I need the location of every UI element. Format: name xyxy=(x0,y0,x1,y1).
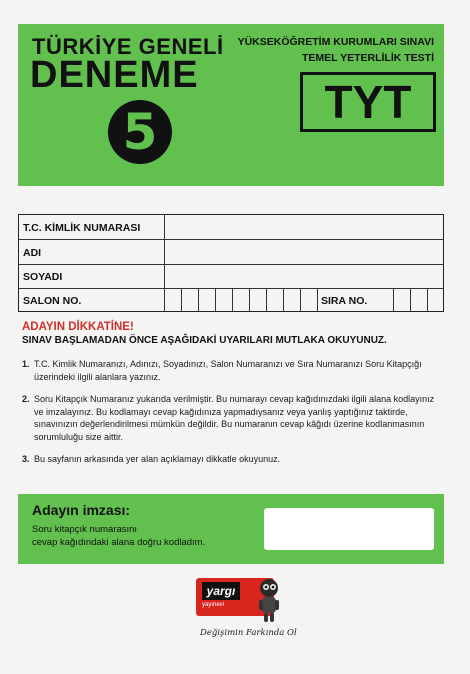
instruction-text: Soru Kitapçık Numaranız yukarıda verilmiştir. Bu numarayı cevap kağıdınızdaki ilgili alana kodlayınız ve imzalayınız. Bu kodlamayı cevap kağıdınıza yapmadıysanız veya yanlış yaptığınız taktirde, sınavınızın değerlendirilmesi mümkün değildir. Bu numaranın cevap kâğıdı üzerine kodlanmasının sorumluluğu size aittir. xyxy=(34,394,435,442)
signature-text-line2: cevap kağıdındaki alana doğru kodladım. xyxy=(32,537,206,548)
salon-cell[interactable] xyxy=(181,289,182,311)
salon-cell[interactable] xyxy=(317,289,318,311)
logo-brand: yargı xyxy=(202,582,240,600)
signature-text-line1: Soru kitapçık numarasını xyxy=(32,524,138,535)
sira-label: SIRA NO. xyxy=(321,295,368,307)
instruction-item xyxy=(22,393,446,443)
form-row-surname xyxy=(19,265,443,289)
sira-cell[interactable] xyxy=(427,289,428,311)
number-badge-text: 5 xyxy=(122,103,158,161)
notice-title: ADAYIN DİKKATİNE! xyxy=(22,321,134,333)
instruction-number: 2. xyxy=(22,394,30,404)
header-banner xyxy=(18,24,444,186)
salon-label: SALON NO. xyxy=(23,295,82,307)
signature-box[interactable] xyxy=(264,508,434,550)
instruction-item xyxy=(22,358,446,383)
name-label: ADI xyxy=(23,247,42,259)
instruction-number: 3. xyxy=(22,454,30,464)
tc-input[interactable] xyxy=(165,215,443,239)
exam-code: TYT xyxy=(324,76,412,128)
exam-name-line1: YÜKSEKÖĞRETİM KURUMLARI SINAVI xyxy=(237,36,434,48)
sira-cell[interactable] xyxy=(410,289,411,311)
title-line1: TÜRKİYE GENELİ xyxy=(32,34,224,59)
signature-title: Adayın imzası: xyxy=(32,502,131,518)
salon-cell[interactable] xyxy=(300,289,301,311)
salon-divider xyxy=(164,289,165,311)
salon-cell[interactable] xyxy=(215,289,216,311)
exam-name-line2: TEMEL YETERLİLİK TESTİ xyxy=(301,52,434,64)
signature-panel xyxy=(18,494,444,564)
surname-label: SOYADI xyxy=(23,271,63,283)
salon-cell[interactable] xyxy=(266,289,267,311)
tc-label: T.C. KİMLİK NUMARASI xyxy=(23,222,141,234)
exam-code-box xyxy=(300,72,436,132)
instruction-text: Bu sayfanın arkasında yer alan açıklamayı dikkatle okuyunuz. xyxy=(34,454,281,464)
instruction-item xyxy=(22,453,446,466)
logo-sub: yayınevi xyxy=(202,602,225,608)
salon-cell[interactable] xyxy=(232,289,233,311)
form-row-tc xyxy=(19,215,443,240)
slogan: Değişimin Farkında Ol xyxy=(200,628,297,638)
instruction-number: 1. xyxy=(22,359,30,369)
name-input[interactable] xyxy=(165,240,443,264)
form-row-name xyxy=(19,240,443,265)
title-line2: DENEME xyxy=(30,54,199,96)
salon-cell[interactable] xyxy=(283,289,284,311)
form-row-salon xyxy=(19,289,443,311)
notice-subtitle: SINAV BAŞLAMADAN ÖNCE AŞAĞIDAKİ UYARILARI MUTLAKA OKUYUNUZ. xyxy=(22,335,387,346)
instruction-list xyxy=(22,358,446,476)
salon-cell[interactable] xyxy=(249,289,250,311)
salon-cell[interactable] xyxy=(198,289,199,311)
candidate-form xyxy=(18,214,444,312)
instruction-text: T.C. Kimlik Numaranızı, Adınızı, Soyadınızı, Salon Numaranızı ve Sıra Numaranızı Soru Kitapçığı üzerindeki ilgili alanlara yazınız. xyxy=(34,359,422,382)
surname-input[interactable] xyxy=(165,265,443,288)
mascot-icon xyxy=(256,578,282,624)
number-badge xyxy=(108,100,172,164)
sira-cell[interactable] xyxy=(393,289,394,311)
